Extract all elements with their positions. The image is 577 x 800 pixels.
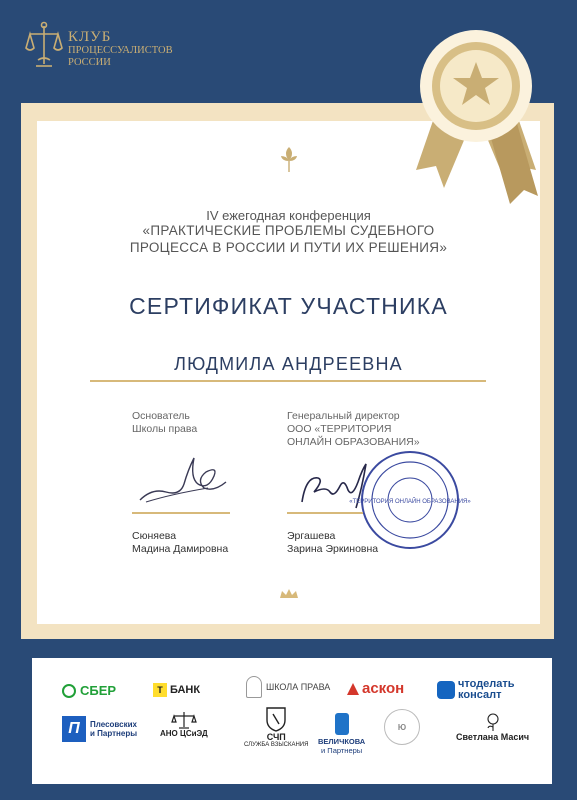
stamp-text: «ТЕРРИТОРИЯ ОНЛАЙН ОБРАЗОВАНИЯ» [349,499,471,505]
plesovskikh-icon: П [62,716,86,742]
chtodelat-line-2: консалт [458,689,502,701]
logo-line-3: РОССИИ [68,57,111,68]
ano-label: АНО ЦСиЭД [160,729,208,738]
partner-ssp [244,706,308,748]
right-name-line-2: Зарина Эркиновна [287,543,379,555]
partner-plesovskikh [62,716,137,742]
partner-ano [160,711,208,738]
velichkova-icon [335,713,349,735]
chtodelat-text [458,679,515,701]
ssp-label: СЧП [266,732,286,742]
fleur-ornament-icon [280,145,298,173]
velichkova-line-2: и Партнеры [321,746,363,755]
chtodelat-line-1: чтоделать [458,678,515,690]
left-role-line-2: Школы права [132,423,198,435]
plesovskikh-text [90,720,137,738]
right-signatory-role [287,410,420,449]
tbank-label: БАНК [170,684,201,696]
conference-name [37,222,540,256]
ssp-sublabel: СЛУЖБА ВЗЫСКАНИЯ [244,742,309,748]
plesovskikh-line-1: Плесовских [90,720,137,729]
plesovskikh-line-2: и Партнеры [90,729,138,738]
circle-logo-label: Ю [397,722,407,732]
sber-check-icon [62,684,76,698]
svetlana-label: Светлана Масич [456,732,530,742]
conference-name-line-2: ПРОЦЕССА В РОССИИ И ПУТИ ИХ РЕШЕНИЯ» [129,240,448,255]
logo-line-1: КЛУБ [68,29,112,45]
club-logo [24,18,224,78]
left-signature-line [132,512,230,514]
left-signatory-role [132,410,197,436]
partner-sber [62,683,116,698]
tbank-shield-icon: Т [153,683,167,697]
conference-edition: IV ежегодная конференция [206,208,371,223]
partner-circle-logo [384,709,420,745]
left-role-line-1: Основатель [132,410,190,422]
ssp-shield-icon [265,706,287,732]
partner-school-of-law [246,676,330,698]
partner-chtodelat [437,679,515,701]
school-emblem-icon [246,676,262,698]
askon-label: аскон [362,680,405,697]
right-role-line-3: ОНЛАЙН ОБРАЗОВАНИЯ» [287,436,420,448]
left-signature [132,448,232,510]
left-signatory-name [132,530,228,556]
scales-emblem-icon [24,20,64,72]
school-label: ШКОЛА ПРАВА [266,682,331,692]
partner-askon [346,680,404,697]
conference-name-line-1: «ПРАКТИЧЕСКИЕ ПРОБЛЕМЫ СУДЕБНОГО [142,223,435,238]
partner-svetlana-masich [456,712,529,742]
right-role-line-1: Генеральный директор [287,410,400,422]
right-signatory-name [287,530,378,556]
logo-line-2: ПРОЦЕССУАЛИСТОВ [68,45,173,56]
chtodelat-icon [437,681,455,699]
partner-velichkova [318,713,365,755]
partner-tbank [153,683,200,697]
certificate-title: СЕРТИФИКАТ УЧАСТНИКА [129,293,448,319]
right-signature-line [287,512,363,514]
recipient-underline [90,380,486,382]
right-name-line-1: Эргашева [287,530,336,542]
left-name-line-1: Сюняева [132,530,177,542]
askon-triangle-icon [346,682,360,696]
award-ribbon-icon [406,20,546,204]
right-role-line-2: ООО «ТЕРРИТОРИЯ [287,423,392,435]
club-logo-text [68,30,173,69]
left-name-line-2: Мадина Дамировна [132,543,229,555]
recipient-name: ЛЮДМИЛА АНДРЕЕВНА [174,354,403,374]
crown-ornament-icon [278,588,300,600]
rose-icon [484,712,502,732]
sber-label: СБЕР [80,683,117,698]
velichkova-line-1: ВЕЛИЧКОВА [318,737,366,746]
ano-scales-icon [171,711,197,729]
